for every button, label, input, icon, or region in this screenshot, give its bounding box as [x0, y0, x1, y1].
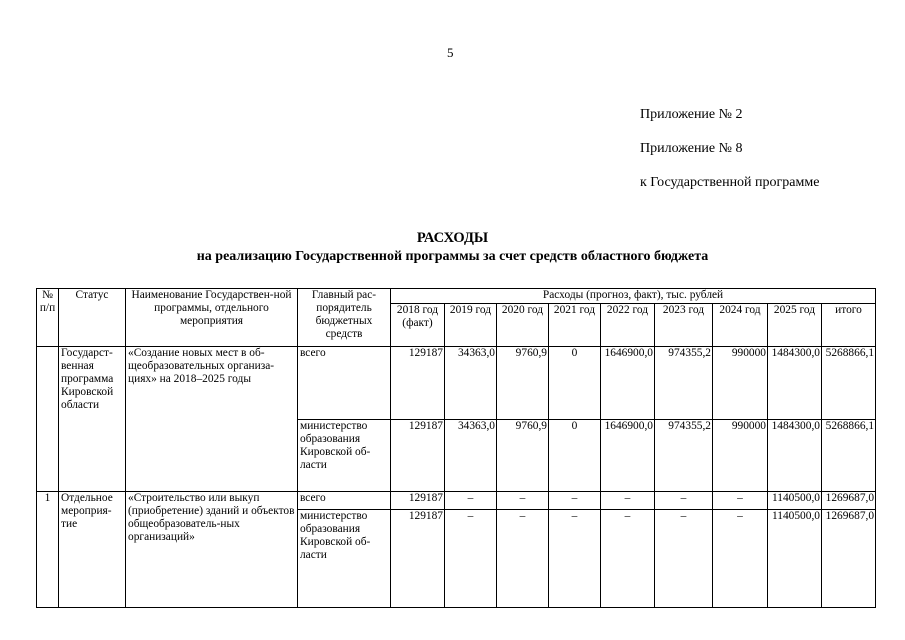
value-cell: 34363,0 — [445, 420, 497, 492]
header-year: 2023 год — [655, 304, 713, 347]
value-cell: 1484300,0 — [768, 420, 822, 492]
value-cell: 974355,2 — [655, 347, 713, 420]
appendix-line-1: Приложение № 2 — [640, 107, 743, 122]
header-row — [37, 289, 876, 304]
value-cell: – — [713, 492, 768, 510]
header-admin: Главный рас-порядитель бюджетных средств — [298, 289, 391, 347]
appendix-line-3: к Государственной программе — [640, 175, 820, 190]
value-cell: 5268866,1 — [822, 420, 876, 492]
header-num: № п/п — [37, 289, 59, 347]
header-year: 2022 год — [601, 304, 655, 347]
header-expenses: Расходы (прогноз, факт), тыс. рублей — [391, 289, 876, 304]
header-year: 2025 год — [768, 304, 822, 347]
value-cell: 129187 — [391, 510, 445, 608]
value-cell: 974355,2 — [655, 420, 713, 492]
row-admin: всего — [298, 347, 391, 420]
value-cell: 129187 — [391, 420, 445, 492]
value-cell: 990000 — [713, 420, 768, 492]
row-admin: министерство образования Кировской об-ласти — [298, 420, 391, 492]
header-total: итого — [822, 304, 876, 347]
value-cell: – — [601, 492, 655, 510]
document-subtitle: на реализацию Государственной программы за счет средств областного бюджета — [196, 249, 709, 264]
expenses-table — [36, 288, 876, 608]
value-cell: 5268866,1 — [822, 347, 876, 420]
value-cell: 1269687,0 — [822, 492, 876, 510]
value-cell: 0 — [549, 420, 601, 492]
header-year: 2018 год (факт) — [391, 304, 445, 347]
value-cell: 129187 — [391, 347, 445, 420]
value-cell: – — [549, 510, 601, 608]
page-number: 5 — [447, 45, 454, 60]
row-num — [37, 347, 59, 492]
document-title: РАСХОДЫ — [416, 230, 489, 246]
value-cell: – — [497, 492, 549, 510]
value-cell: 129187 — [391, 492, 445, 510]
value-cell: 1140500,0 — [768, 510, 822, 608]
value-cell: 1484300,0 — [768, 347, 822, 420]
value-cell: 1646900,0 — [601, 420, 655, 492]
value-cell: 990000 — [713, 347, 768, 420]
value-cell: – — [655, 492, 713, 510]
value-cell: 1269687,0 — [822, 510, 876, 608]
value-cell: 0 — [549, 347, 601, 420]
value-cell: 9760,9 — [497, 420, 549, 492]
value-cell: 9760,9 — [497, 347, 549, 420]
header-status: Статус — [59, 289, 126, 347]
header-name: Наименование Государствен-ной программы, отдельного мероприятия — [126, 289, 298, 347]
value-cell: – — [655, 510, 713, 608]
appendix-line-2: Приложение № 8 — [640, 141, 743, 156]
header-year: 2020 год — [497, 304, 549, 347]
row-name: «Создание новых мест в об-щеобразовательных организа-циях» на 2018–2025 годы — [126, 347, 298, 492]
value-cell: 1140500,0 — [768, 492, 822, 510]
header-year: 2021 год — [549, 304, 601, 347]
row-status: Отдельное мероприя-тие — [59, 492, 126, 608]
table-row — [37, 492, 876, 510]
row-admin: министерство образования Кировской об-ласти — [298, 510, 391, 608]
row-status: Государст-венная программа Кировской области — [59, 347, 126, 492]
value-cell: – — [445, 492, 497, 510]
header-year: 2019 год — [445, 304, 497, 347]
value-cell: – — [445, 510, 497, 608]
value-cell: – — [713, 510, 768, 608]
header-year: 2024 год — [713, 304, 768, 347]
row-admin: всего — [298, 492, 391, 510]
row-name: «Строительство или выкуп (приобретение) зданий и объектов общеобразователь-ных организаций» — [126, 492, 298, 608]
value-cell: – — [549, 492, 601, 510]
table-row — [37, 347, 876, 420]
value-cell: 34363,0 — [445, 347, 497, 420]
row-num: 1 — [37, 492, 59, 608]
value-cell: 1646900,0 — [601, 347, 655, 420]
value-cell: – — [601, 510, 655, 608]
value-cell: – — [497, 510, 549, 608]
